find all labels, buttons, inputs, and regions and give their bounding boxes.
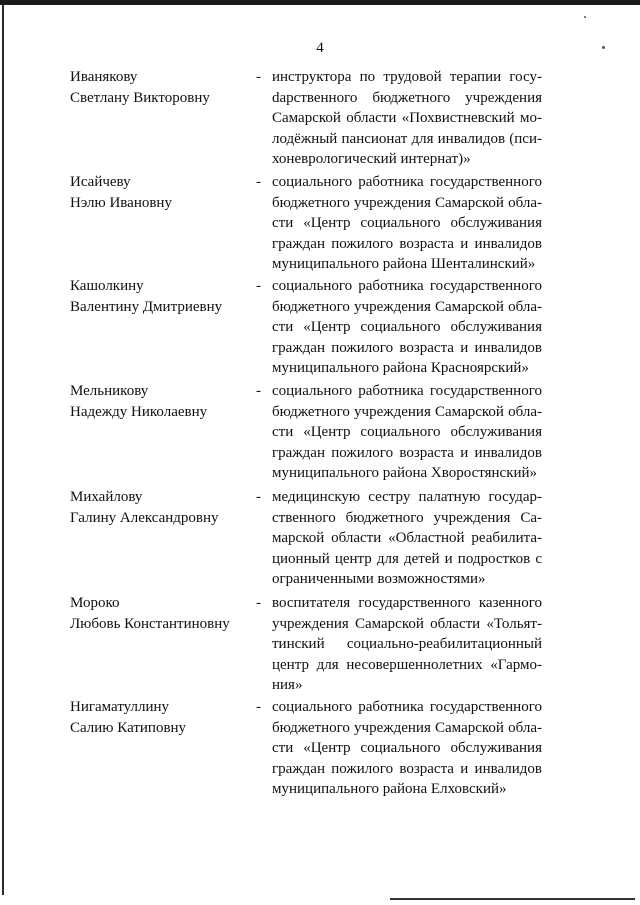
position-description: социального работника государственного бюджетного учреждения Самарской области «Центр социального обслуживания граждан пожилого возраста и инвалидов муниципального района Красноярский» <box>272 278 542 376</box>
surname: Иванякову <box>70 69 138 85</box>
person-name <box>70 276 250 317</box>
given-names: Салию Катиповну <box>70 719 187 736</box>
surname: Михайлову <box>70 489 143 505</box>
scan-top-edge <box>0 0 640 5</box>
position-description: социального работника государственного бюджетного учреждения Самарской области «Центр социального обслуживания граждан пожилого возраста и инвалидов муниципального района Шенталинский» <box>272 174 542 272</box>
position-description: инструктора по трудовой терапии госуdарственного бюджетного учреждения Самарской области «Похвистневский молодёжный пансионат для инвалидов (психоневрологический интернат)» <box>272 69 542 167</box>
given-names: Светлану Викторовну <box>70 89 210 106</box>
surname: Кашолкину <box>70 278 144 294</box>
dash: - <box>256 383 261 399</box>
surname: Мельникову <box>70 383 149 399</box>
position-description: медицинскую сестру палатную государственного бюджетного учреждения Самарской области «Областной реабилитационный центр для детей и подростков с ограниченными возможностями» <box>272 489 542 587</box>
surname: Исайчеву <box>70 174 131 190</box>
scan-speck <box>584 16 586 18</box>
person-name <box>70 593 250 634</box>
position-description: социального работника государственного бюджетного учреждения Самарской области «Центр социального обслуживания граждан пожилого возраста и инвалидов муниципального района Елховский» <box>272 699 542 797</box>
person-name <box>70 381 250 422</box>
given-names: Валентину Дмитриевну <box>70 298 223 315</box>
dash: - <box>256 699 261 715</box>
given-names: Галину Александровну <box>70 509 219 526</box>
person-name <box>70 697 250 738</box>
position-description: социального работника государственного бюджетного учреждения Самарской области «Центр социального обслуживания граждан пожилого возраста и инвалидов муниципального района Хворостянский» <box>272 383 542 481</box>
given-names: Любовь Константиновну <box>70 615 230 632</box>
dash: - <box>256 278 261 294</box>
surname: Нигаматуллину <box>70 699 170 715</box>
given-names: Надежду Николаевну <box>70 403 208 420</box>
page-number: 4 <box>316 40 324 56</box>
scan-bottom-edge <box>390 898 635 900</box>
person-name <box>70 172 250 213</box>
position-description: воспитателя государственного казенного учреждения Самарской области «Тольяттинский социально-реабилитационный центр для несовершеннолетних «Гармония» <box>272 595 542 693</box>
dash: - <box>256 489 261 505</box>
given-names: Нэлю Ивановну <box>70 194 172 211</box>
dash: - <box>256 174 261 190</box>
person-name <box>70 67 250 108</box>
surname: Мороко <box>70 595 120 611</box>
dash: - <box>256 595 261 611</box>
dash: - <box>256 69 261 85</box>
person-name <box>70 487 250 528</box>
scan-left-edge <box>2 5 4 895</box>
